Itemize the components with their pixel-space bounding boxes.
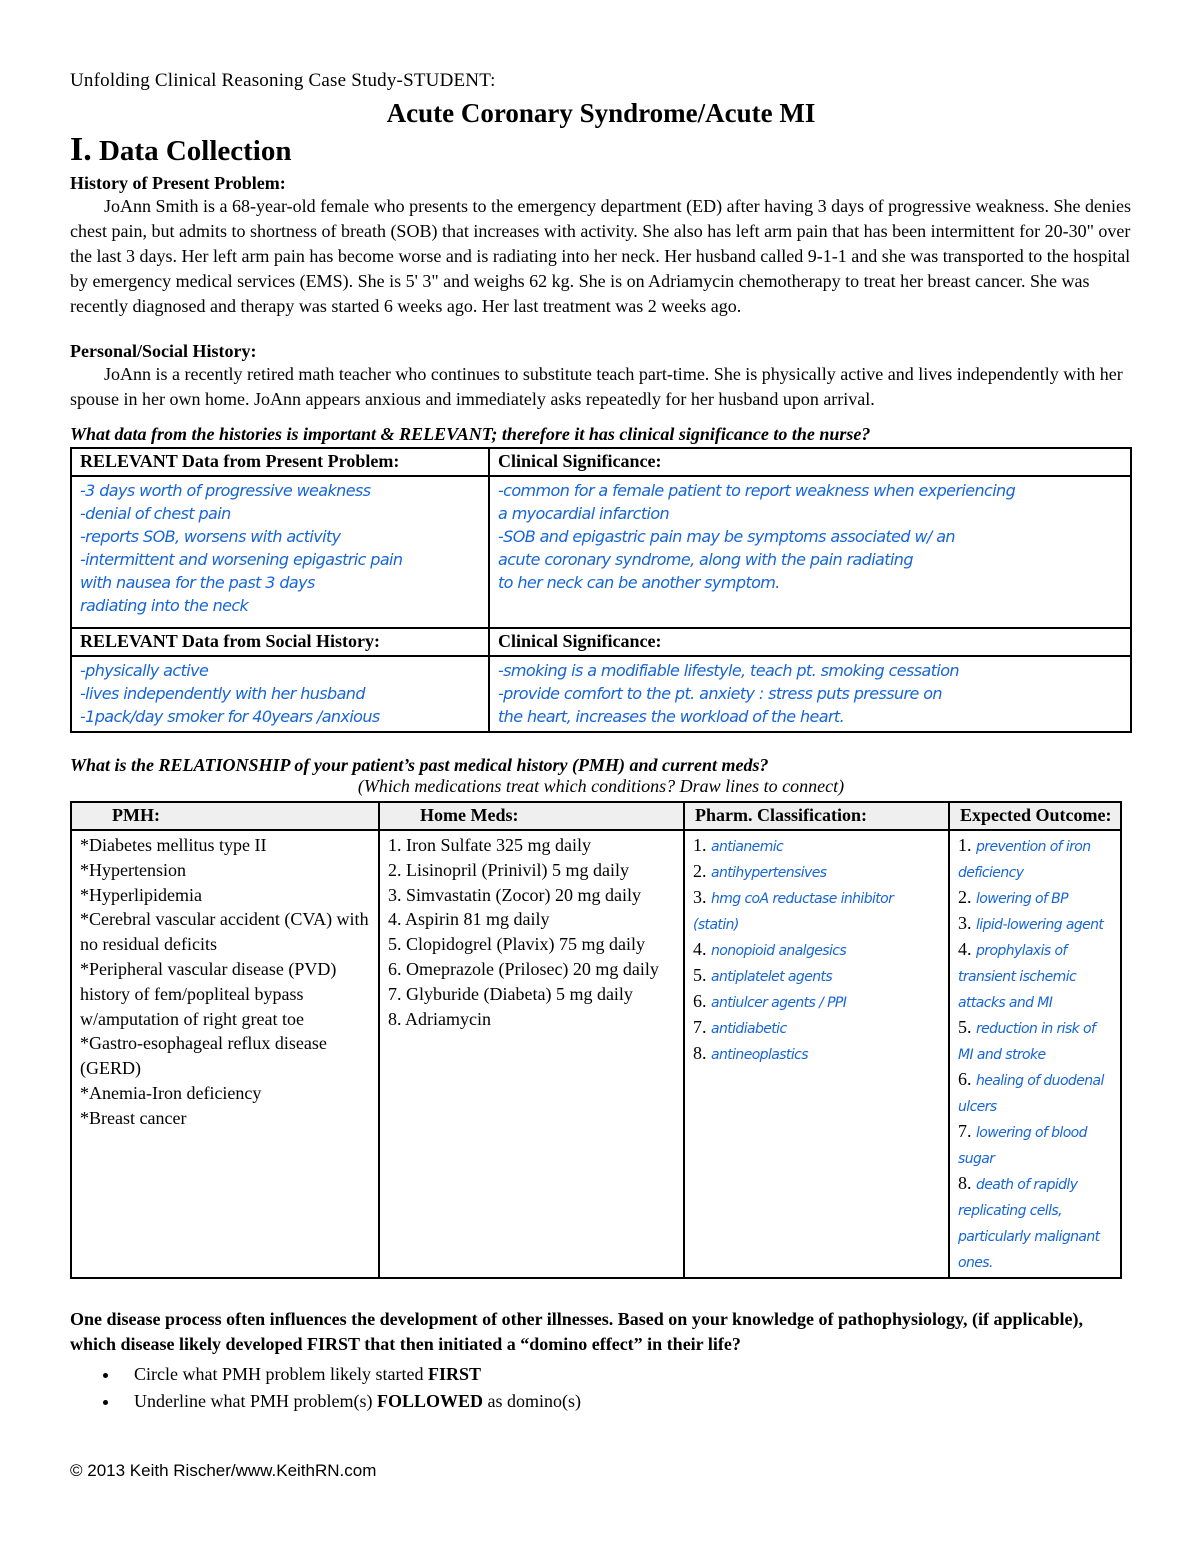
handwritten-note: -common for a female patient to report weakness when experiencing	[498, 481, 1016, 500]
outcome-row	[958, 885, 1112, 911]
handwritten-note: -denial of chest pain	[80, 504, 231, 523]
instruction-text: as domino(s)	[482, 1391, 581, 1411]
handwritten-note: -reports SOB, worsens with activity	[80, 527, 341, 546]
row-number: 8.	[693, 1043, 707, 1063]
outcome-row	[958, 1067, 1112, 1119]
outcome-row	[958, 937, 1112, 1015]
med-item[interactable]: 6. Omeprazole (Prilosec) 20 mg daily	[388, 958, 659, 979]
relevant-data-table	[70, 447, 1132, 733]
pharm-row	[693, 1015, 940, 1041]
pmh-item[interactable]: *Anemia-Iron deficiency	[80, 1082, 262, 1103]
instruction-emphasis: FOLLOWED	[376, 1391, 483, 1411]
handwritten-note: -physically active	[80, 661, 209, 680]
section-numeral: I.	[70, 131, 92, 168]
handwritten-note: to her neck can be another symptom.	[498, 573, 780, 592]
pmh-item[interactable]: *Breast cancer	[80, 1107, 187, 1128]
instruction-list	[70, 1361, 1132, 1415]
med-item[interactable]: 7. Glyburide (Diabeta) 5 mg daily	[388, 983, 633, 1004]
handwritten-note: prevention of iron deficiency	[958, 839, 1091, 881]
handwritten-note: -SOB and epigastric pain may be symptoms associated w/ an	[498, 527, 955, 546]
pharm-row	[693, 989, 940, 1015]
handwritten-note: reduction in risk of MI and stroke	[958, 1021, 1096, 1063]
home-meds-header: Home Meds:	[379, 802, 684, 830]
pmh-meds-table	[70, 801, 1122, 1279]
row-number: 2.	[693, 861, 707, 881]
row-number: 8.	[958, 1173, 972, 1193]
social-data-header: RELEVANT Data from Social History:	[71, 628, 489, 656]
handwritten-note: lowering of blood sugar	[958, 1125, 1087, 1167]
handwritten-note: antidiabetic	[711, 1021, 787, 1037]
med-item[interactable]: 8. Adriamycin	[388, 1008, 491, 1029]
handwritten-note: prophylaxis of transient ischemic attacks and MI	[958, 943, 1077, 1011]
present-significance-cell[interactable]	[489, 476, 1131, 628]
row-number: 7.	[958, 1121, 972, 1141]
instruction-text: Circle what PMH problem likely started	[134, 1364, 428, 1384]
section-heading	[70, 131, 1132, 169]
document-title: Acute Coronary Syndrome/Acute MI	[386, 98, 816, 128]
outcome-row	[958, 1171, 1112, 1275]
row-number: 4.	[693, 939, 707, 959]
expected-outcome-cell[interactable]	[949, 830, 1121, 1278]
med-item[interactable]: 1. Iron Sulfate 325 mg daily	[388, 835, 591, 855]
instruction-item	[120, 1388, 1132, 1415]
handwritten-note: antineoplastics	[711, 1047, 808, 1063]
pharm-row	[693, 1041, 940, 1067]
social-significance-header: Clinical Significance:	[489, 628, 1131, 656]
present-problem-heading: History of Present Problem:	[70, 173, 286, 193]
handwritten-note: -1pack/day smoker for 40years /anxious	[80, 707, 380, 726]
pmh-item[interactable]: *Cerebral vascular accident (CVA) with no residual deficits	[80, 909, 369, 955]
handwritten-note: acute coronary syndrome, along with the pain radiating	[498, 550, 913, 569]
pmh-item[interactable]: *Diabetes mellitus type II	[80, 835, 267, 855]
handwritten-note: -smoking is a modifiable lifestyle, teach pt. smoking cessation	[498, 661, 959, 680]
social-significance-cell[interactable]	[489, 656, 1131, 732]
row-number: 3.	[693, 887, 707, 907]
case-study-label: Unfolding Clinical Reasoning Case Study-STUDENT:	[70, 70, 496, 91]
home-meds-cell	[379, 830, 684, 1278]
document-page	[70, 70, 1132, 1415]
pharm-row	[693, 885, 940, 937]
instruction-text: Underline what PMH problem(s)	[134, 1391, 377, 1411]
social-data-cell[interactable]	[71, 656, 489, 732]
pharm-row	[693, 963, 940, 989]
pharm-class-header: Pharm. Classification:	[684, 802, 949, 830]
row-number: 5.	[958, 1017, 972, 1037]
handwritten-note: antianemic	[711, 839, 784, 855]
section-title: Data Collection	[98, 135, 292, 167]
handwritten-note: antiplatelet agents	[711, 969, 833, 985]
handwritten-note: -intermittent and worsening epigastric pain	[80, 550, 403, 569]
handwritten-note: healing of duodenal ulcers	[958, 1073, 1104, 1115]
social-history-text: JoAnn is a recently retired math teacher who continues to substitute teach part-time. She is physically active and lives independently with her spouse in her own home. JoAnn appears anxious and immediately asks repeatedly for her husband upon arrival.	[70, 364, 1123, 409]
instruction-emphasis: FIRST	[427, 1364, 481, 1384]
outcome-row	[958, 1015, 1112, 1067]
pmh-item[interactable]: *Hypertension	[80, 859, 186, 880]
row-number: 6.	[958, 1069, 972, 1089]
relevant-question: What data from the histories is important & RELEVANT; therefore it has clinical significance to the nurse?	[70, 424, 871, 444]
pharm-row	[693, 833, 940, 859]
handwritten-note: -3 days worth of progressive weakness	[80, 481, 371, 500]
handwritten-note: with nausea for the past 3 days	[80, 573, 315, 592]
pharm-row	[693, 859, 940, 885]
present-data-cell[interactable]	[71, 476, 489, 628]
pmh-item[interactable]: *Peripheral vascular disease (PVD) history of fem/popliteal bypass w/amputation of right great toe	[80, 958, 337, 1029]
outcome-row	[958, 1119, 1112, 1171]
domino-question: One disease process often influences the development of other illnesses. Based on your knowledge of pathophysiology, (if applicable), which disease likely developed FIRST that then initiated a “domino effect” in their life?	[70, 1309, 1084, 1354]
relationship-subtitle: (Which medications treat which conditions? Draw lines to connect)	[357, 776, 845, 796]
med-item[interactable]: 2. Lisinopril (Prinivil) 5 mg daily	[388, 859, 629, 880]
present-problem-text: JoAnn Smith is a 68-year-old female who presents to the emergency department (ED) after having 3 days of progressive weakness. She denies chest pain, but admits to shortness of breath (SOB) that increases with activity. She also has left arm pain that has been intermittent for 20-30" over the last 3 days. Her left arm pain has become worse and is radiating into her neck. Her husband called 9-1-1 and she was transported to the hospital by emergency medical services (EMS). She is 5' 3" and weighs 62 kg. She is on Adriamycin chemotherapy to treat her breast cancer. She was recently diagnosed and therapy was started 6 weeks ago. Her last treatment was 2 weeks ago.	[70, 196, 1132, 316]
row-number: 1.	[958, 835, 972, 855]
pharm-class-cell[interactable]	[684, 830, 949, 1278]
handwritten-note: antiulcer agents / PPI	[711, 995, 847, 1011]
social-history-heading: Personal/Social History:	[70, 341, 257, 361]
pmh-cell	[71, 830, 379, 1278]
med-item[interactable]: 3. Simvastatin (Zocor) 20 mg daily	[388, 884, 641, 905]
handwritten-note: hmg coA reductase inhibitor (statin)	[693, 891, 894, 933]
row-number: 4.	[958, 939, 972, 959]
pharm-row	[693, 937, 940, 963]
handwritten-note: lipid-lowering agent	[976, 917, 1104, 933]
handwritten-note: death of rapidly replicating cells, particularly malignant ones.	[958, 1177, 1100, 1271]
row-number: 7.	[693, 1017, 707, 1037]
row-number: 2.	[958, 887, 972, 907]
pmh-item[interactable]: *Hyperlipidemia	[80, 884, 202, 905]
present-significance-header: Clinical Significance:	[489, 448, 1131, 476]
handwritten-note: -provide comfort to the pt. anxiety : stress puts pressure on	[498, 684, 942, 703]
outcome-row	[958, 833, 1112, 885]
med-item[interactable]: 5. Clopidogrel (Plavix) 75 mg daily	[388, 934, 645, 955]
relationship-question: What is the RELATIONSHIP of your patient’s past medical history (PMH) and current meds?	[70, 755, 769, 775]
handwritten-note: the heart, increases the workload of the heart.	[498, 707, 845, 726]
pmh-item[interactable]: *Gastro-esophageal reflux disease (GERD)	[80, 1033, 327, 1079]
row-number: 5.	[693, 965, 707, 985]
med-item[interactable]: 4. Aspirin 81 mg daily	[388, 909, 550, 930]
handwritten-note: lowering of BP	[976, 891, 1068, 907]
handwritten-note: radiating into the neck	[80, 596, 249, 615]
copyright-footer: © 2013 Keith Rischer/www.KeithRN.com	[70, 1461, 377, 1480]
present-data-header: RELEVANT Data from Present Problem:	[71, 448, 489, 476]
pmh-header: PMH:	[71, 802, 379, 830]
instruction-item	[120, 1361, 1132, 1388]
handwritten-note: antihypertensives	[711, 865, 827, 881]
expected-outcome-header: Expected Outcome:	[949, 802, 1121, 830]
row-number: 1.	[693, 835, 707, 855]
row-number: 3.	[958, 913, 972, 933]
handwritten-note: a myocardial infarction	[498, 504, 670, 523]
row-number: 6.	[693, 991, 707, 1011]
outcome-row	[958, 911, 1112, 937]
handwritten-note: -lives independently with her husband	[80, 684, 365, 703]
handwritten-note: nonopioid analgesics	[711, 943, 847, 959]
